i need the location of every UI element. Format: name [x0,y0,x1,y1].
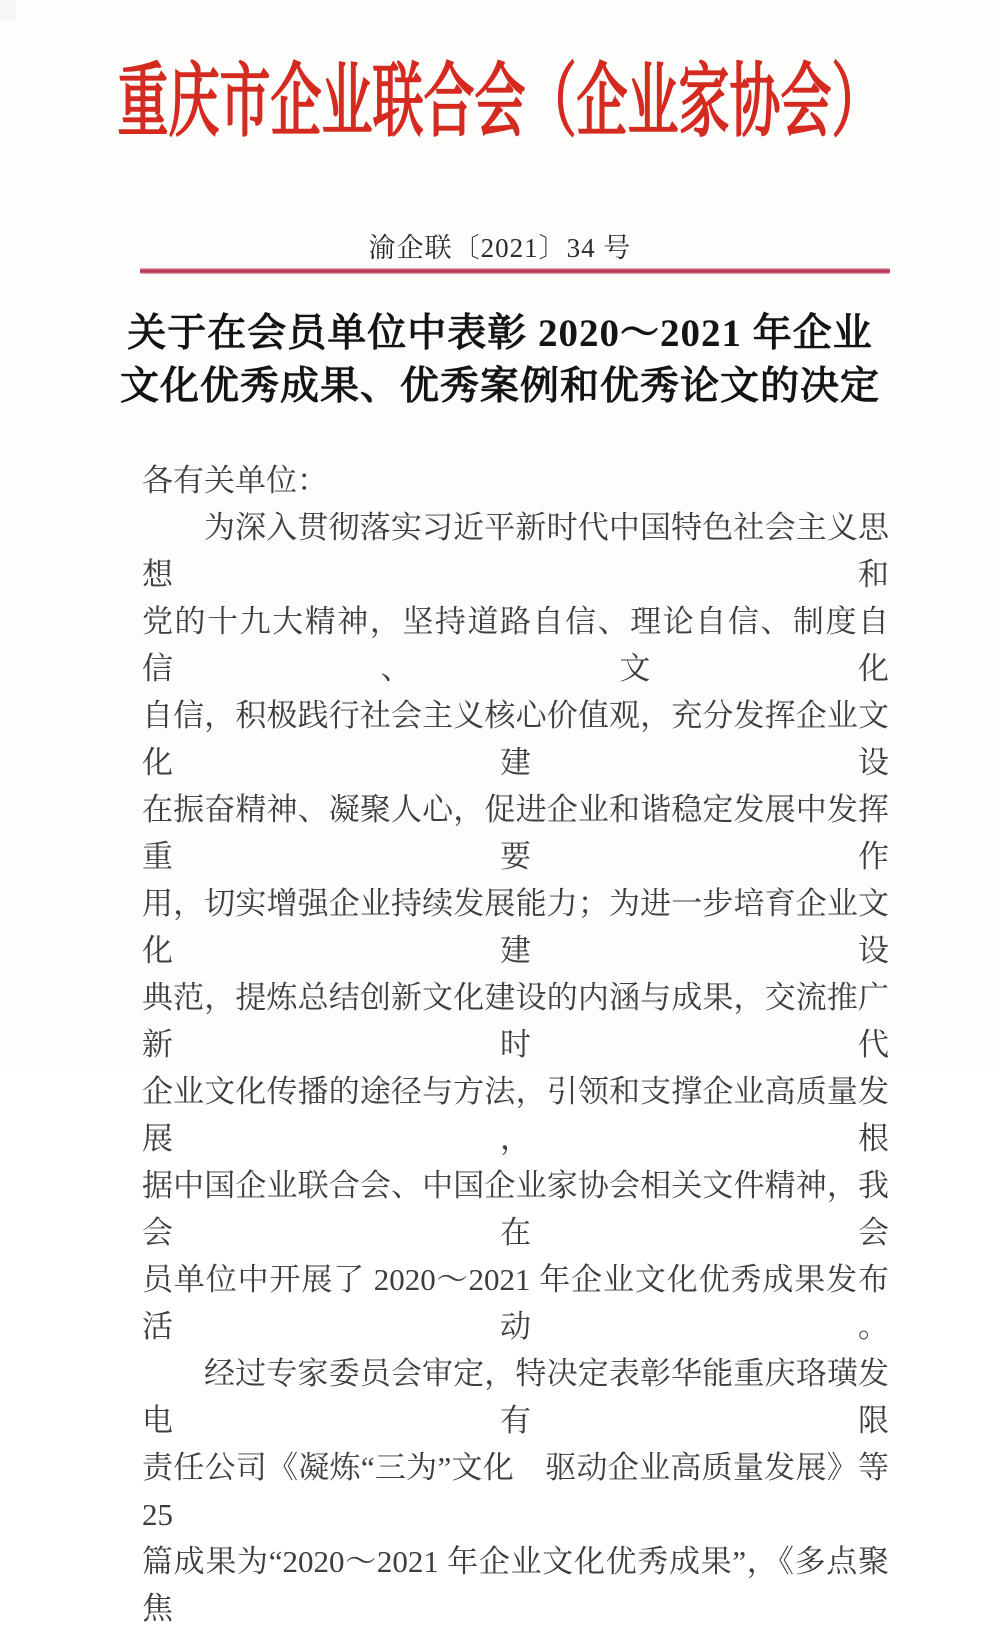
org-name-header: 重庆市企业联合会（企业家协会） [117,59,883,149]
red-divider-line [140,268,890,274]
doc-title [0,307,1000,413]
body-line: 为深入贯彻落实习近平新时代中国特色社会主义思想和 [142,510,889,592]
body-line: 篇成果为“2020～2021 年企业文化优秀成果”，《多点聚焦 [142,1544,889,1626]
body-paragraph-lines [142,504,889,1632]
body-line: 典范，提炼总结创新文化建设的内涵与成果，交流推广新时代 [142,980,889,1062]
body-line: 用，切实增强企业持续发展能力；为进一步培育企业文化建设 [142,886,889,968]
doc-title-line-1: 关于在会员单位中表彰 2020～2021 年企业 [127,312,873,355]
body-line: 在振奋精神、凝聚人心，促进企业和谐稳定发展中发挥重要作 [142,792,889,874]
doc-number: 渝企联〔2021〕34 号 [368,233,632,263]
scan-corner-artifact [0,0,16,20]
doc-title-line-2: 文化优秀成果、优秀案例和优秀论文的决定 [119,365,880,408]
body-line: 企业文化传播的途径与方法，引领和支撑企业高质量发展，根 [142,1074,889,1156]
body-line: 自信，积极践行社会主义核心价值观，充分发挥企业文化建设 [142,698,889,780]
body-line: 责任公司《凝炼“三为”文化 驱动企业高质量发展》等 25 [142,1450,889,1532]
doc-body [142,457,889,1632]
body-line: 经过专家委员会审定，特决定表彰华能重庆珞璜发电有限 [142,1356,889,1438]
body-line: 党的十九大精神，坚持道路自信、理论自信、制度自信、文化 [142,604,889,686]
body-line: 员单位中开展了 2020～2021 年企业文化优秀成果发布活动。 [142,1262,889,1344]
body-line: 据中国企业联合会、中国企业家协会相关文件精神，我会在会 [142,1168,889,1250]
salutation: 各有关单位： [142,463,328,498]
